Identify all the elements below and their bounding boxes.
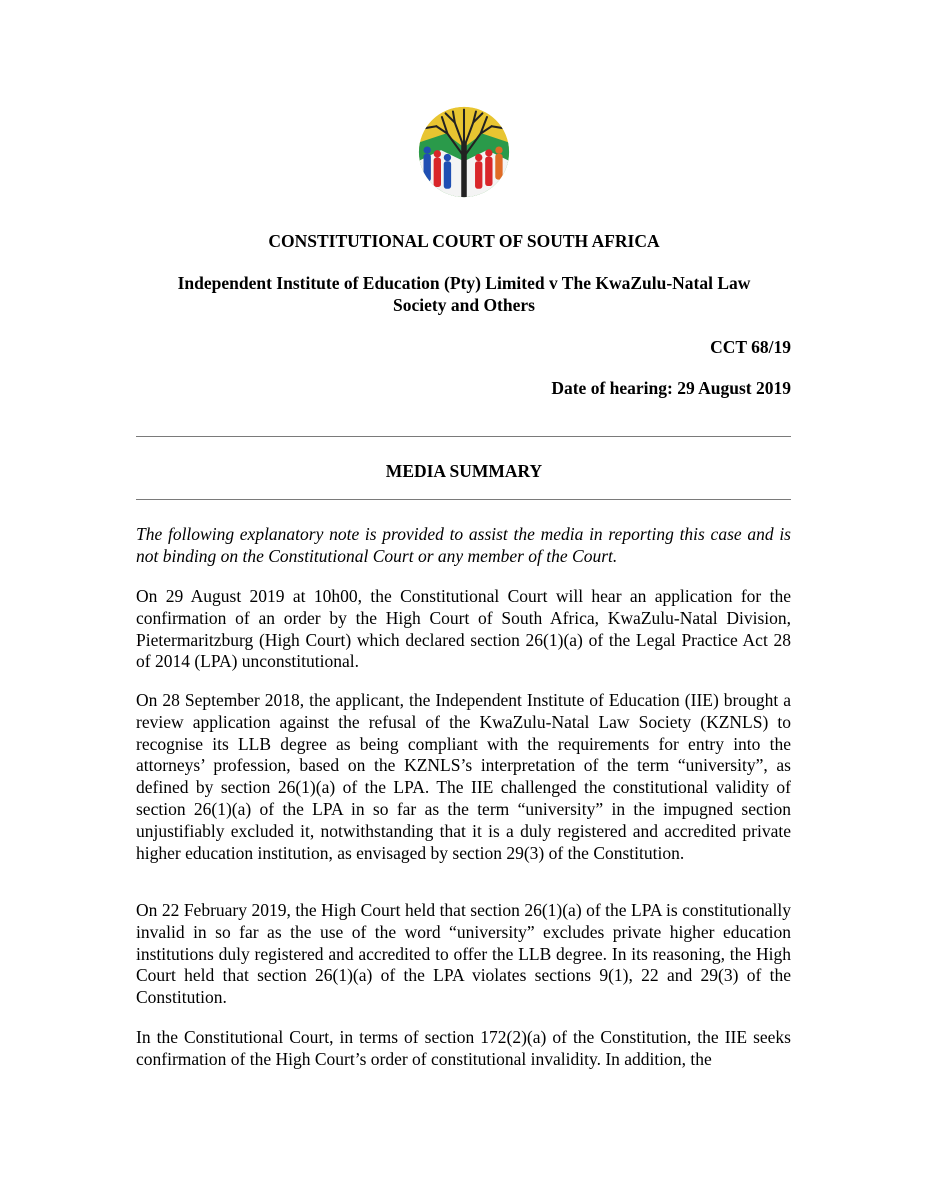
court-name: CONSTITUTIONAL COURT OF SOUTH AFRICA [268,231,660,251]
hearing-date: Date of hearing: 29 August 2019 [551,378,791,398]
court-logo-icon [418,106,510,198]
disclaimer-note: The following explanatory note is provided to assist the media in reporting this case and is not binding on the Constitutional Court or any member of the Court. [136,524,791,566]
paragraph-background: On 28 September 2018, the applicant, the Independent Institute of Education (IIE) brought a review application against the refusal of the KwaZulu-Natal Law Society (KZNLS) to recognise its LLB degree as being compliant with the requirements for entry into the attorneys’ profession, based on the KZNLS’s interpretation of the term “university”, as defined by section 26(1)(a) of the LPA. The IIE challenged the constitutional validity of section 26(1)(a) of the LPA in so far as the term “university” in the impugned section unjustifiably excluded it, notwithstanding that it is a duly registered and accredited private higher education institution, as envisaged by section 29(3) of the Constitution. [136,690,791,863]
paragraph-hearing: On 29 August 2019 at 10h00, the Constitutional Court will hear an application for the confirmation of an order by the High Court of South Africa, KwaZulu-Natal Division, Pietermaritzburg (High Court) which declared section 26(1)(a) of the Legal Practice Act 28 of 2014 (LPA) unconstitutional. [136,586,791,672]
case-title: Independent Institute of Education (Pty) Limited v The KwaZulu-Natal Law Society and Others [177,273,751,315]
divider-top [136,436,791,437]
divider-bottom [136,499,791,500]
paragraph-constitutional-court: In the Constitutional Court, in terms of section 172(2)(a) of the Constitution, the IIE seeks confirmation of the High Court’s order of constitutional invalidity. In addition, the [136,1027,791,1069]
case-number: CCT 68/19 [710,337,791,357]
paragraph-high-court: On 22 February 2019, the High Court held that section 26(1)(a) of the LPA is constitutionally invalid in so far as the use of the word “university” excludes private higher education institutions duly registered and accredited to offer the LLB degree. In its reasoning, the High Court held that section 26(1)(a) of the LPA violates sections 9(1), 22 and 29(3) of the Constitution. [136,900,791,1008]
section-title: MEDIA SUMMARY [385,461,543,481]
